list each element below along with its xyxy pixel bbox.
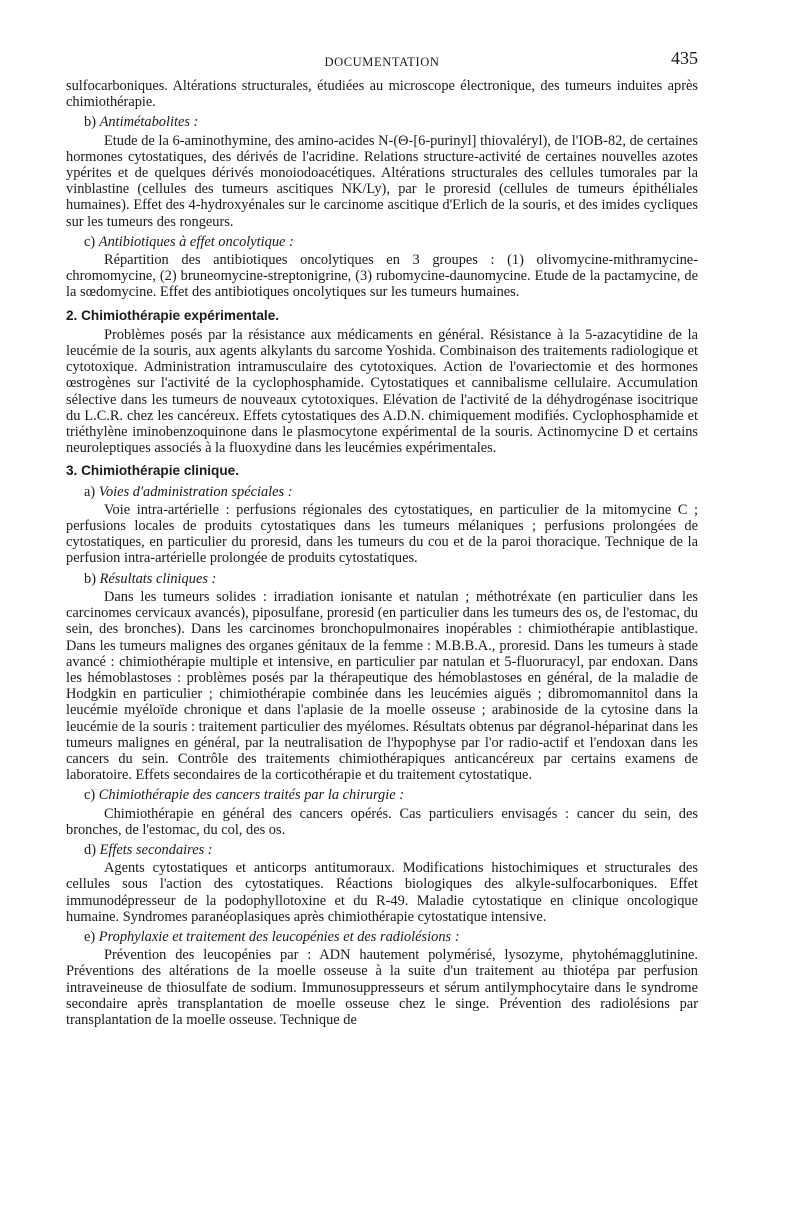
- subsection-letter: a): [84, 483, 96, 500]
- section-heading: 3. Chimiothérapie clinique.: [66, 463, 239, 479]
- page-number: 435: [671, 48, 698, 68]
- running-head: [66, 50, 698, 72]
- section-heading: 2. Chimiothérapie expérimentale.: [66, 307, 280, 323]
- subsection-title: Effets secondaires :: [99, 841, 213, 858]
- paragraph: sulfocarboniques. Altérations structurales, étudiées au microscope électronique, des tumeurs induites après chimiothérapie.: [66, 78, 698, 111]
- paragraph: Voie intra-artérielle : perfusions régionales des cytostatiques, en particulier de la mitomycine C ; perfusions locales de produits cytostatiques dans les tumeurs mélaniques ; perfusions prolongées de cytostatiques, en particulier du proresid, dans les tumeurs du cou et de la paroi thoracique. Technique de la perfusion intra-artérielle prolongée de produits cytostatiques.: [66, 501, 698, 567]
- subsection-heading: [84, 484, 698, 500]
- paragraph: Chimiothérapie en général des cancers opérés. Cas particuliers envisagés : cancer du sein, des bronches, de l'estomac, du col, des os.: [66, 805, 698, 838]
- paragraph: Agents cytostatiques et anticorps antitumoraux. Modifications histochimiques et structurales des cellules sous l'action des cytostatiques. Réactions biologiques des alkyle-sulfocarboniques. Effet immunodépresseur de la podophyllotoxine et du R-49. Maladie cytostatique en clinique oncologique humaine. Syndromes paranéoplasiques après chimiothérapie cytostatique intensive.: [66, 860, 698, 925]
- paragraph: Prévention des leucopénies par : ADN hautement polymérisé, lysozyme, phytohémagglutinine. Préventions des altérations de la moelle osseuse à la suite d'un traitement au thiotépa par perfusion intraveineuse de thiosulfate de sodium. Immunosuppresseurs et sérum antilymphocytaire dans le syndrome secondaire après transplantation de moelle osseuse chez le singe. Prévention des radiolésions par transplantation de la moelle osseuse. Technique de: [66, 947, 698, 1028]
- paragraph: Dans les tumeurs solides : irradiation ionisante et natulan ; méthotréxate (en particulier dans les carcinomes cervicaux avancés), piposulfane, proresid (en particulier dans les tumeurs des os, de l'estomac, du sein, des bronches). Dans les carcinomes bronchopulmonaires inopérables : chimiothérapie antiblastique. Dans les tumeurs malignes des organes génitaux de la femme : M.B.B.A., proresid. Dans les tumeurs à stade avancé : chimiothérapie multiple et intensive, en particulier par natulan et 5-fluoruracyl, par endoxan. Dans les hémoblastoses : problèmes posés par la thérapeutique des hémoblastoses en général, de la maladie de Hodgkin en particulier ; chimiothérapie combinée dans les leucémies aiguës ; dibromomannitol dans la leucémie myéloïde chronique et dans l'aplasie de la moelle osseuse ; arabinoside de la cytosine dans la leucémie de la souris : traitement particulier des myélomes. Résultats obtenus par dégranol-héparinat dans les tumeurs malignes en général, par la neutralisation de l'hypophyse par l'or radio-actif et l'endoxan dans les cancers du sein. Contrôle des traitements chimiothérapiques anticancéreux par certains examens de laboratoire. Effets secondaires de la corticothérapie et du traitement cytostatique.: [66, 588, 698, 784]
- body-content: [66, 78, 698, 1028]
- subsection-title: Prophylaxie et traitement des leucopénies et des radiolésions :: [98, 928, 460, 945]
- subsection-letter: b): [84, 114, 96, 131]
- running-title: DOCUMENTATION: [324, 55, 440, 69]
- subsection-letter: c): [84, 787, 96, 804]
- subsection-heading: [84, 929, 698, 945]
- subsection-letter: d): [84, 841, 96, 858]
- subsection-heading: [84, 571, 698, 587]
- subsection-heading: [84, 234, 698, 250]
- subsection-title: Résultats cliniques :: [99, 570, 217, 587]
- subsection-heading: [84, 114, 698, 130]
- subsection-letter: e): [84, 928, 96, 945]
- subsection-title: Voies d'administration spéciales :: [98, 483, 293, 500]
- subsection-heading: [84, 842, 698, 858]
- paragraph: Problèmes posés par la résistance aux médicaments en général. Résistance à la 5-azacytidine de la leucémie de la souris, aux agents alkylants du sarcome Yoshida. Combinaison des traitements radiologique et cytotoxique. Administration intramusculaire des cytotoxiques. Action de l'ovariectomie et des hormones œstrogènes sur l'activité de la cyclophosphamide. Cytostatiques et cannibalisme cellulaire. Accumulation sélective dans les tumeurs de nouveaux cytotoxiques. Elévation de l'activité de la déhydrogénase isocitrique du L.C.R. chez les cancéreux. Effets cytostatiques des A.D.N. chimiquement modifiés. Cyclophosphamide et triéthylène iminobenzoquinone dans le plasmocytone expérimental de la souris. Actinomycine D et certains neuroleptiques associés à la fluoxydine dans les leucémies expérimentales.: [66, 326, 698, 457]
- subsection-letter: c): [84, 233, 96, 250]
- subsection-title: Antimétabolites :: [99, 114, 199, 131]
- subsection-title: Antibiotiques à effet oncolytique :: [98, 233, 294, 250]
- paragraph: Répartition des antibiotiques oncolytiques en 3 groupes : (1) olivomycine-mithramycine-chromomycine, (2) bruneomycine-streptonigrine, (3) rubomycine-daunomycine. Etude de la pactamycine, de la sœdomycine. Effet des antibiotiques oncolytiques sur les tumeurs humaines.: [66, 252, 698, 301]
- paragraph: Etude de la 6-aminothymine, des amino-acides N-(Θ-[6-purinyl] thiovaléryl), de l'IOB-82, de certaines hormones cytostatiques, des dérivés de l'acridine. Relations structure-activité de certaines nouvelles azotes ypérites et de quelques dérivés monoiodoacétiques. Altérations structurales des cellules tumorales par la vinblastine (cellules des tumeurs ascitiques NK/Ly), par le proresid (cellules de tumeurs épithéliales humaines). Effet des 4-hydroxyénales sur le carcinome ascitique d'Erlich de la souris, et des imides cycliques sur les tumeurs des rongeurs.: [66, 132, 698, 230]
- subsection-letter: b): [84, 570, 96, 587]
- page: [66, 50, 698, 1030]
- subsection-title: Chimiothérapie des cancers traités par la chirurgie :: [98, 787, 405, 804]
- subsection-heading: [84, 787, 698, 803]
